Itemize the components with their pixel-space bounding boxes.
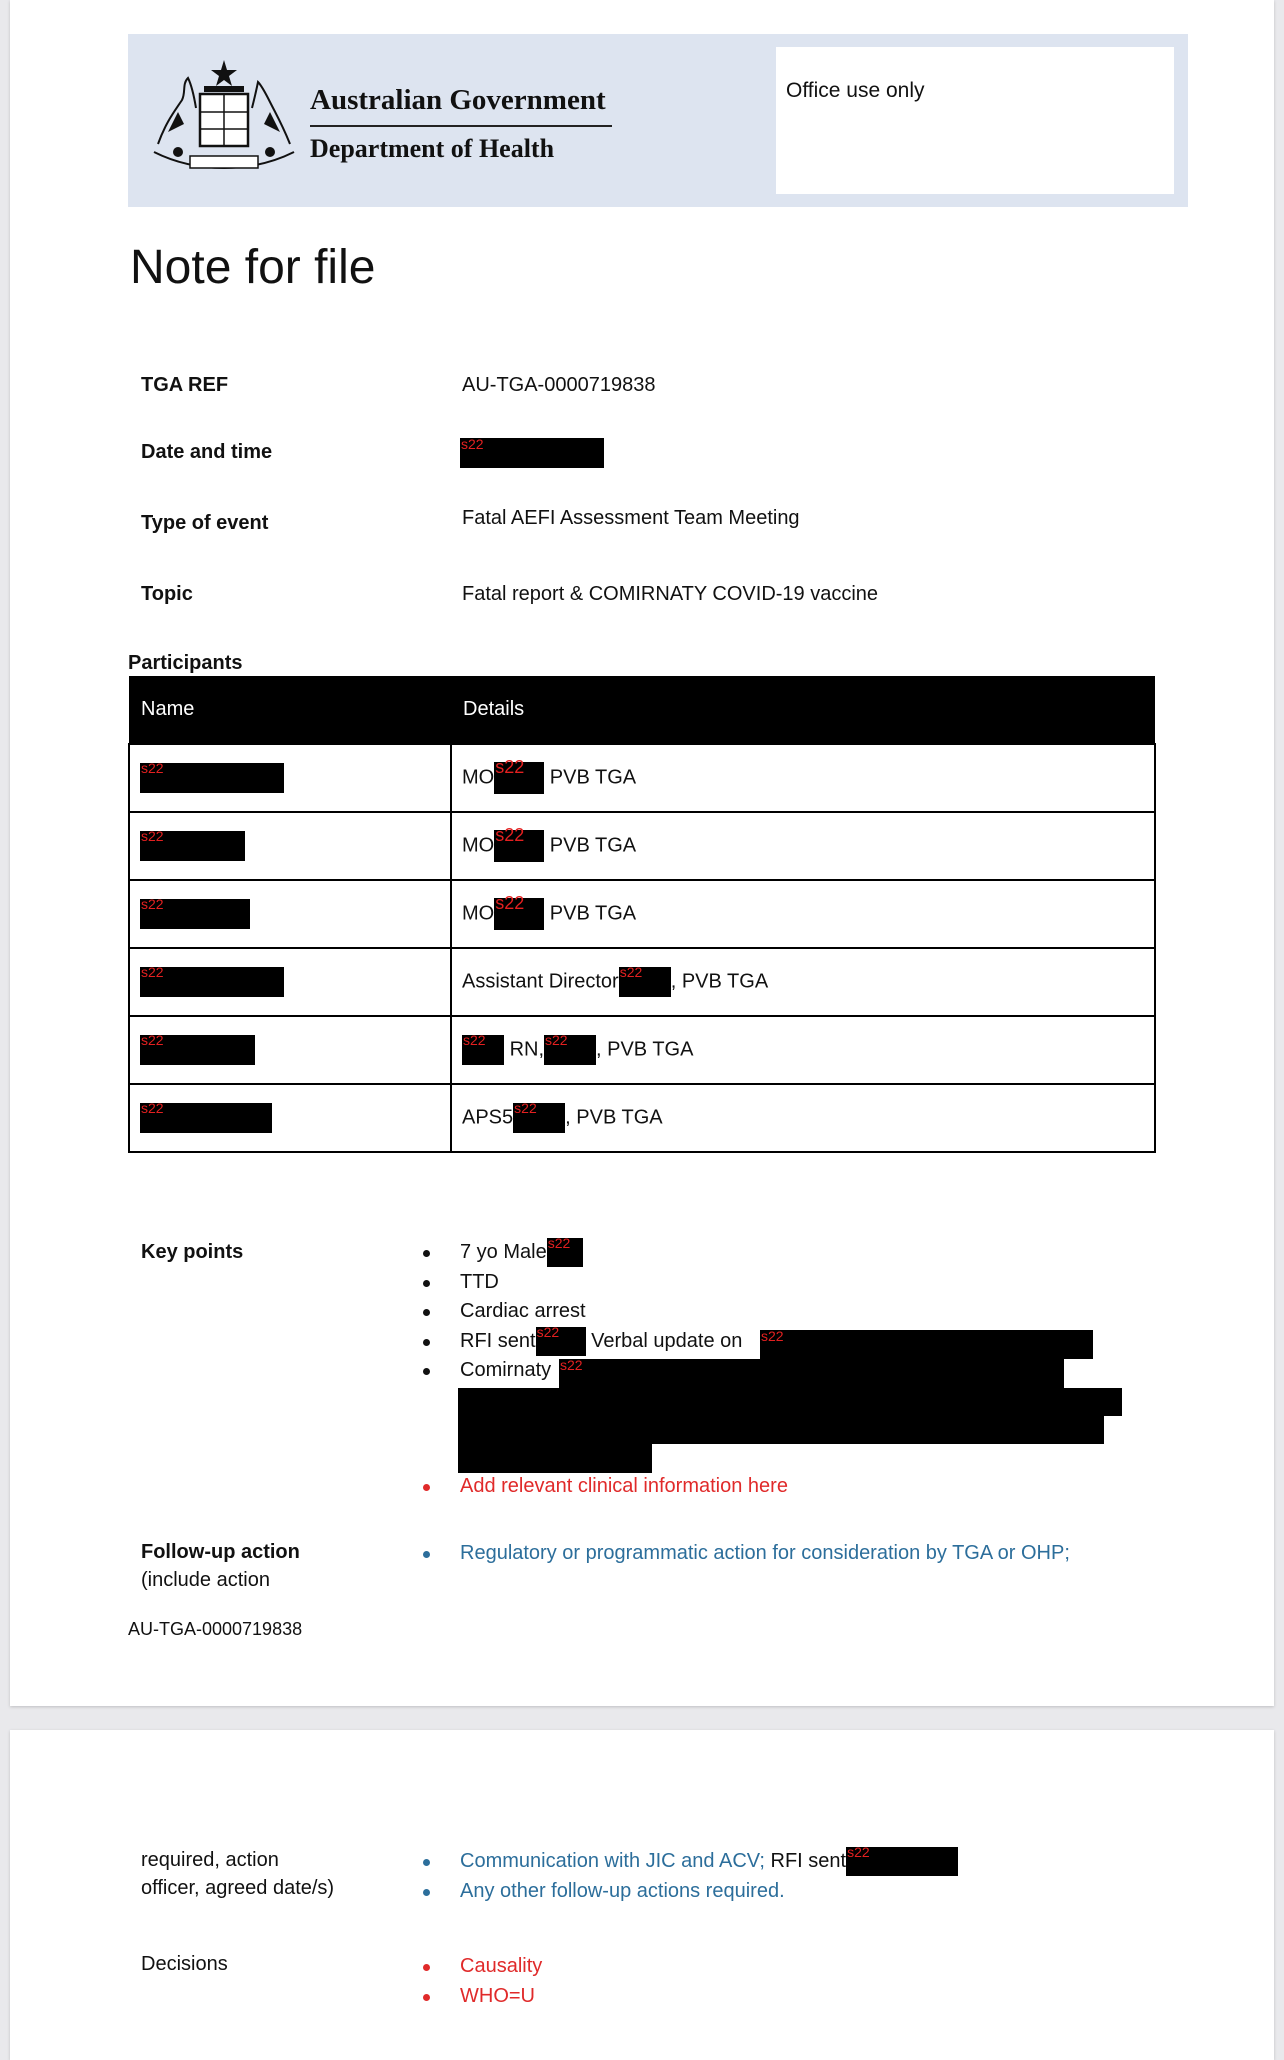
redaction-block [458,1388,1122,1416]
date-time-label: Date and time [141,441,273,463]
table-row [129,948,1155,1016]
redaction-block: s22 [513,1103,565,1133]
event-type-label: Type of event [141,512,269,534]
document-page-2 [10,1730,1274,2060]
follow-up-label-continued: (include action [141,1569,270,1591]
list-item: 7 yo Male s22 [415,1238,742,1268]
list-item-continuation: Comirnaty [415,1356,742,1386]
redaction-block [458,1416,1104,1444]
decisions-label: Decisions [141,1953,228,1975]
redaction-block: s22 [140,831,245,861]
topic-value: Fatal report & COMIRNATY COVID-19 vaccine [462,583,879,605]
participant-name [129,880,451,948]
follow-up-label-line3: required, action [141,1849,279,1871]
list-item: Cardiac arrest [415,1297,742,1327]
office-use-label: Office use only [786,79,925,102]
participant-name [129,1084,451,1152]
participant-details: MO s22 PVB TGA [451,744,1155,812]
table-row [129,1016,1155,1084]
redaction-block: s22 [547,1238,583,1267]
participant-name [129,948,451,1016]
list-item: Regulatory or programmatic action for consideration by TGA or OHP; [415,1539,1070,1569]
participant-name [129,1016,451,1084]
participant-name [129,812,451,880]
participant-details: s22 RN, s22 , PVB TGA [451,1016,1155,1084]
decisions-list [415,1952,542,2011]
department-name: Department of Health [310,134,555,163]
redaction-block: s22 [760,1330,1093,1359]
participant-details: Assistant Director s22 , PVB TGA [451,948,1155,1016]
key-points-label: Key points [141,1241,244,1263]
follow-up-list [415,1539,1070,1569]
event-type-value: Fatal AEFI Assessment Team Meeting [462,507,800,529]
table-row [129,880,1155,948]
redaction-block: s22 [846,1847,958,1876]
tga-ref-label: TGA REF [141,374,229,396]
government-name: Australian Government [310,84,606,116]
name-column-header: Name [129,676,451,744]
redaction-block: s22 [536,1327,586,1356]
office-use-box [776,47,1174,194]
document-page-1 [10,0,1274,1706]
list-item: WHO=U [415,1982,542,2012]
participant-name [129,744,451,812]
table-header-row [129,676,1155,744]
page-title: Note for file [130,241,376,294]
list-item: Communication with JIC and ACV; RFI sent s22 [415,1847,958,1877]
redaction-block: s22 [462,1035,504,1065]
list-item: TTD [415,1268,742,1298]
follow-up-label: Follow-up action [141,1541,300,1563]
redaction-block: s22 [494,762,544,794]
redaction-block: s22 [559,1359,1064,1388]
header-band [128,34,1188,207]
table-row [129,744,1155,812]
participant-details: MO s22 PVB TGA [451,880,1155,948]
details-column-header: Details [451,676,1155,744]
participant-details: MO s22 PVB TGA [451,812,1155,880]
participants-label: Participants [128,652,243,674]
redaction-block: s22 [494,898,544,930]
follow-up-label-line4: officer, agreed date/s) [141,1877,335,1899]
participant-details: APS5 s22 , PVB TGA [451,1084,1155,1152]
topic-label: Topic [141,583,193,605]
list-item: Causality [415,1952,542,1982]
redaction-block: s22 [544,1035,596,1065]
footer-reference: AU-TGA-0000719838 [128,1619,303,1639]
clinical-info-list [415,1472,788,1502]
header-divider [310,125,612,127]
redaction-block: s22 [494,830,544,862]
list-item: Any other follow-up actions required. [415,1877,958,1907]
table-row [129,1084,1155,1152]
redaction-block: s22 [460,438,604,468]
redaction-block: s22 [140,899,250,929]
redaction-block: s22 [140,967,284,997]
redaction-block: s22 [619,967,671,997]
table-row [129,812,1155,880]
list-item: RFI sent s22 Verbal update on [415,1327,742,1357]
redaction-block: s22 [140,1035,255,1065]
participants-table [128,676,1156,1153]
tga-ref-value: AU-TGA-0000719838 [462,374,656,396]
list-item: Add relevant clinical information here [415,1472,788,1502]
redaction-block: s22 [140,1103,272,1133]
follow-up-list-continued [415,1844,958,1906]
coat-of-arms-icon [148,52,300,178]
redaction-block [458,1444,652,1473]
redaction-block: s22 [140,763,284,793]
